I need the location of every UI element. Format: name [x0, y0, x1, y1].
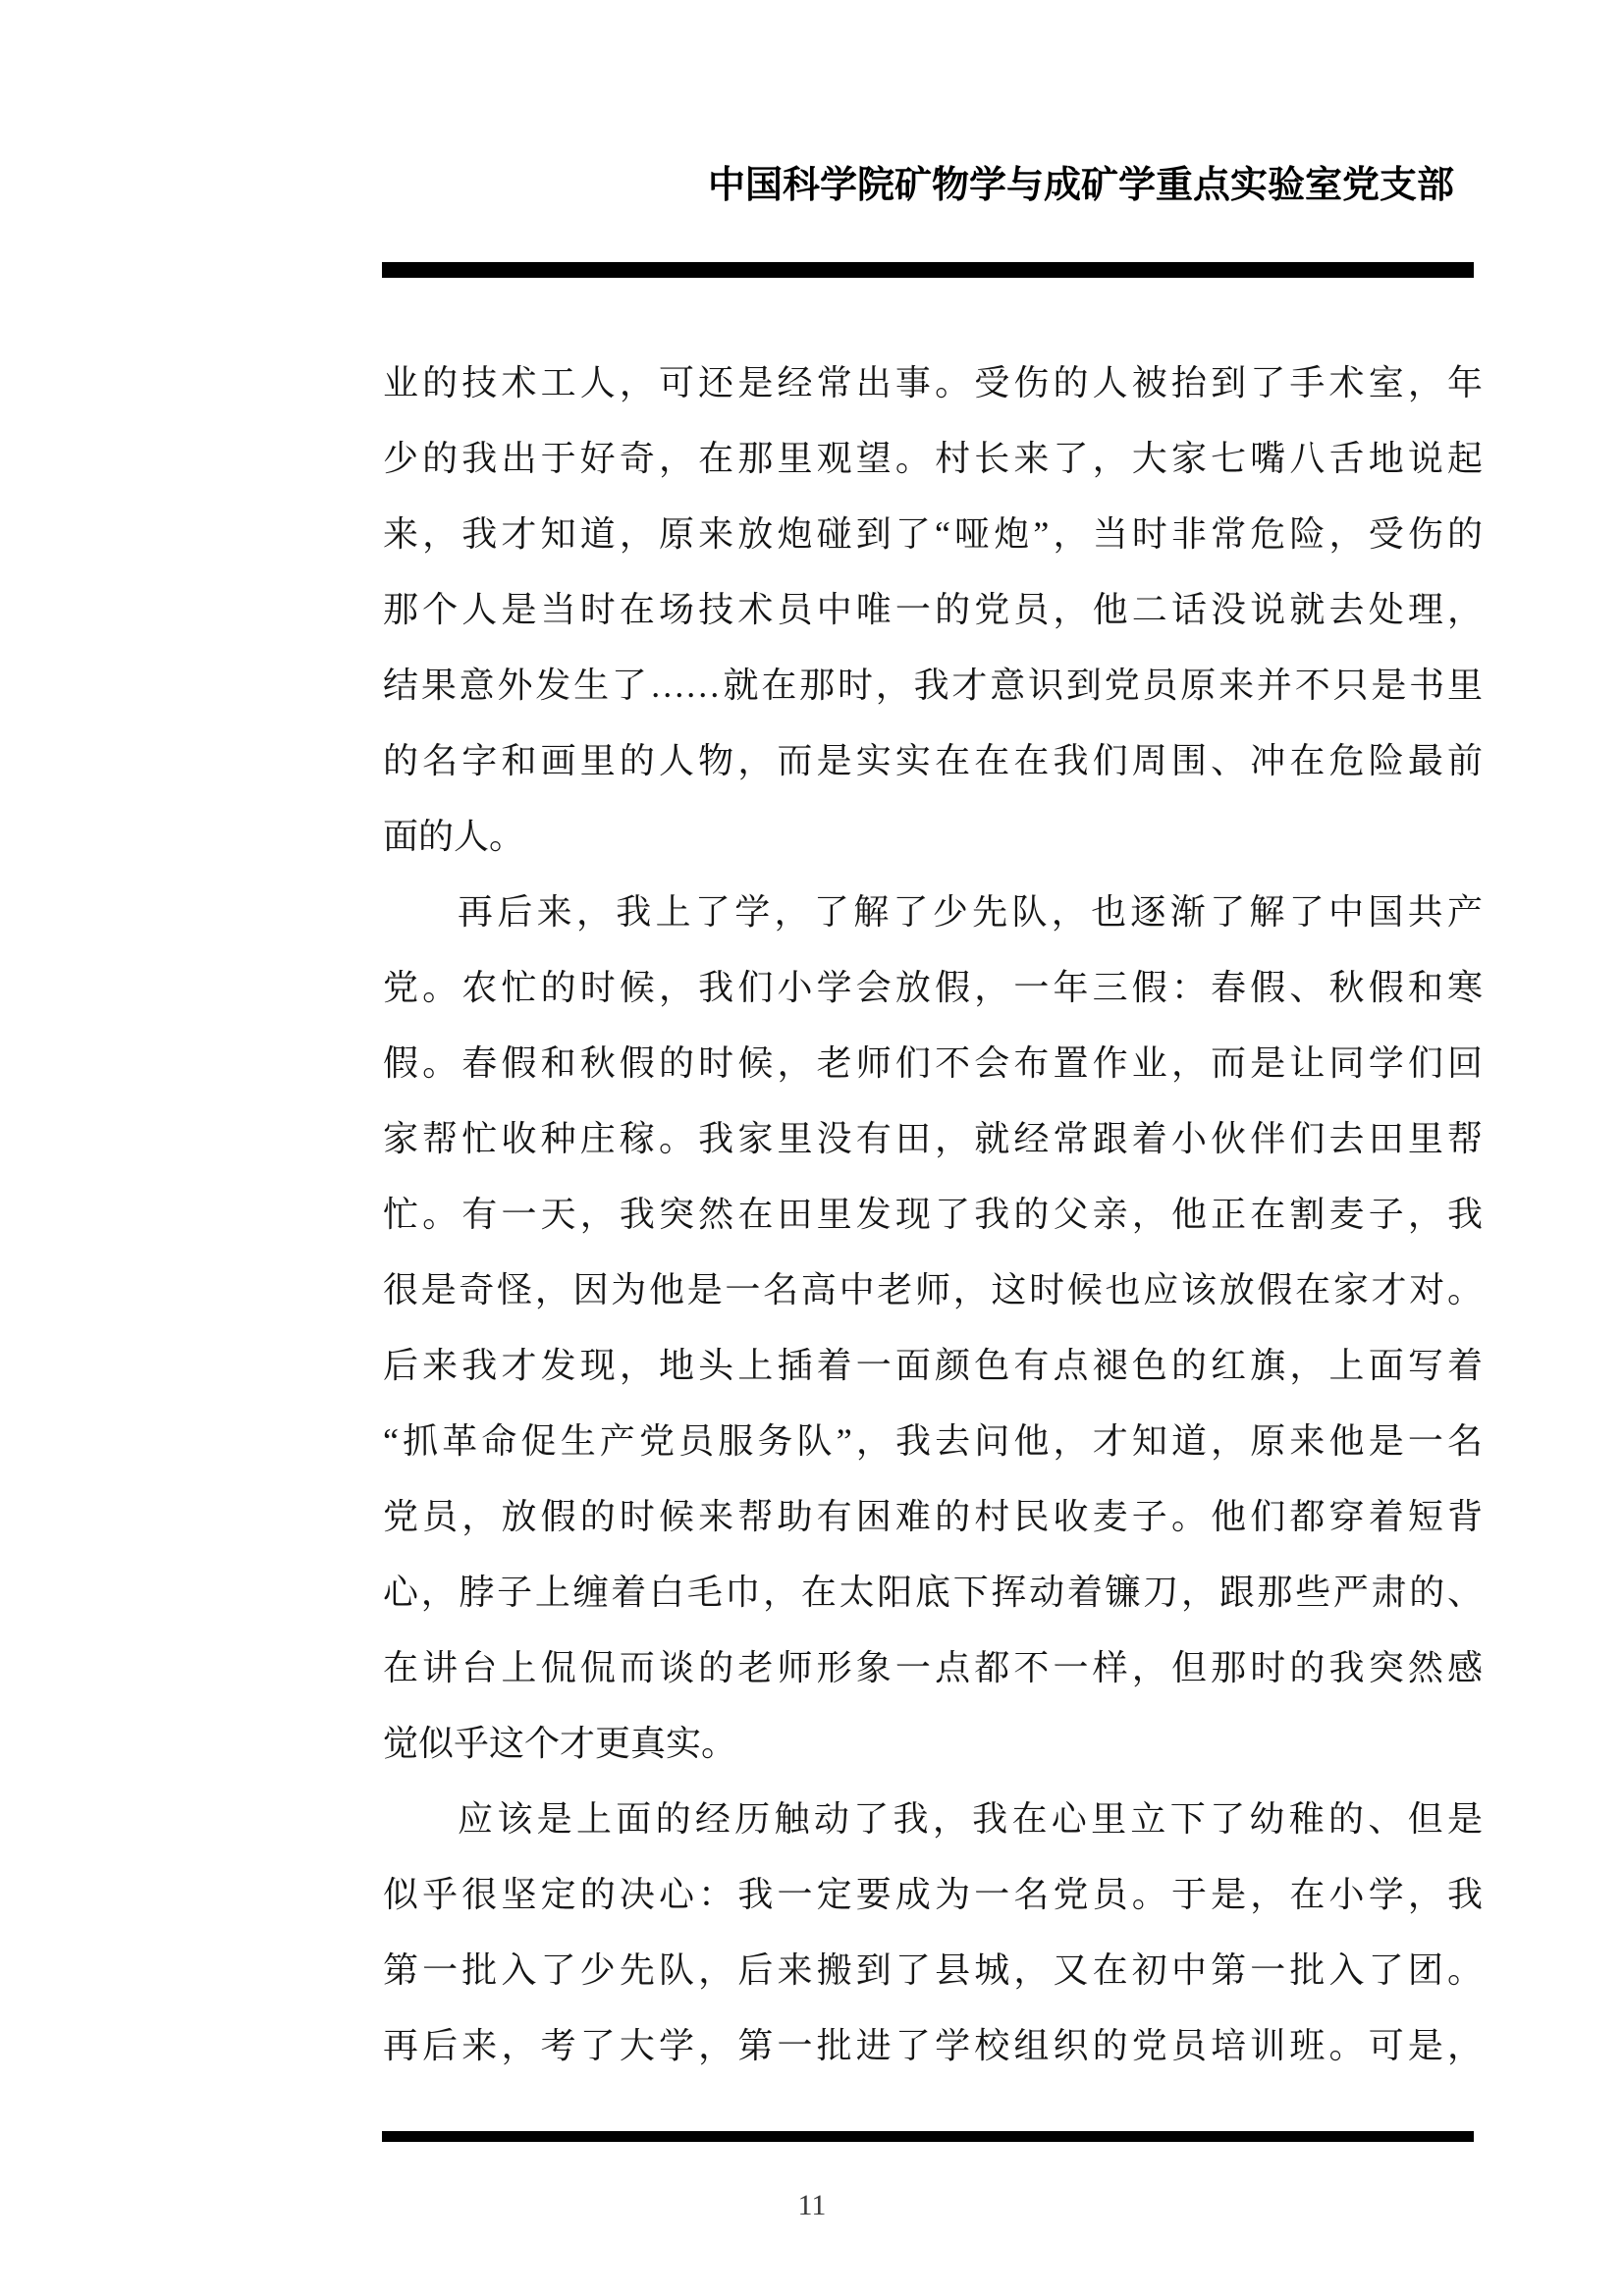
text-line: “抓革命促生产党员服务队”，我去问他，才知道，原来他是一名 — [383, 1421, 1483, 1461]
text-line: 的名字和画里的人物，而是实实在在在我们周围、冲在危险最前 — [383, 741, 1483, 780]
text-line: 业的技术工人，可还是经常出事。受伤的人被抬到了手术室，年 — [383, 363, 1483, 402]
text-line: 心，脖子上缠着白毛巾，在太阳底下挥动着镰刀，跟那些严肃的、 — [383, 1573, 1483, 1612]
text-line: 结果意外发生了……就在那时，我才意识到党员原来并不只是书里 — [383, 666, 1483, 705]
text-line: 党。农忙的时候，我们小学会放假，一年三假：春假、秋假和寒 — [383, 968, 1483, 1007]
footer-rule — [382, 2131, 1474, 2142]
paragraph — [383, 875, 1483, 1782]
text-line: 少的我出于好奇，在那里观望。村长来了，大家七嘴八舌地说起 — [383, 439, 1483, 478]
text-line: 忙。有一天，我突然在田里发现了我的父亲，他正在割麦子，我 — [383, 1195, 1483, 1234]
page-number: 11 — [797, 2189, 827, 2221]
text-line: 第一批入了少先队，后来搬到了县城，又在初中第一批入了团。 — [383, 1950, 1483, 1990]
text-line: 似乎很坚定的决心：我一定要成为一名党员。于是，在小学，我 — [383, 1875, 1483, 1914]
header-rule — [382, 262, 1474, 278]
header-title: 中国科学院矿物学与成矿学重点实验室党支部 — [707, 165, 1454, 206]
text-line: 家帮忙收种庄稼。我家里没有田，就经常跟着小伙伴们去田里帮 — [383, 1119, 1483, 1158]
paragraph — [383, 1782, 1483, 2084]
text-line: 来，我才知道，原来放炮碰到了“哑炮”，当时非常危险，受伤的 — [383, 514, 1483, 554]
text-line: 在讲台上侃侃而谈的老师形象一点都不一样，但那时的我突然感 — [383, 1648, 1483, 1687]
text-line: 觉似乎这个才更真实。 — [383, 1724, 737, 1763]
paragraph — [383, 346, 1483, 875]
text-line: 很是奇怪，因为他是一名高中老师，这时候也应该放假在家才对。 — [383, 1270, 1483, 1309]
text-line: 再后来，我上了学，了解了少先队，也逐渐了解了中国共产 — [458, 892, 1483, 932]
text-line: 面的人。 — [383, 817, 525, 856]
text-line: 后来我才发现，地头上插着一面颜色有点褪色的红旗，上面写着 — [383, 1346, 1483, 1385]
text-line: 假。春假和秋假的时候，老师们不会布置作业，而是让同学们回 — [383, 1043, 1483, 1083]
text-line: 再后来，考了大学，第一批进了学校组织的党员培训班。可是， — [383, 2026, 1483, 2065]
text-line: 那个人是当时在场技术员中唯一的党员，他二话没说就去处理， — [383, 590, 1483, 629]
text-line: 党员，放假的时候来帮助有困难的村民收麦子。他们都穿着短背 — [383, 1497, 1483, 1536]
text-line: 应该是上面的经历触动了我，我在心里立下了幼稚的、但是 — [458, 1799, 1483, 1839]
document-body — [383, 346, 1483, 2084]
